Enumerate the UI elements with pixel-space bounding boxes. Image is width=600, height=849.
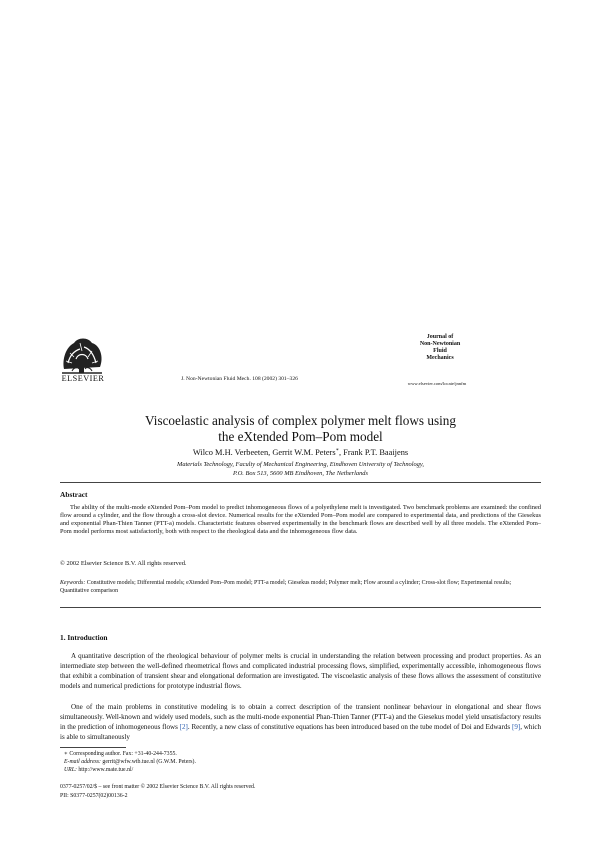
- journal-mark-line: Non-Newtonian: [419, 341, 461, 347]
- citation-link[interactable]: [2]: [179, 723, 188, 732]
- authors-rest: , Frank P.T. Baaijens: [339, 447, 409, 457]
- footnote-rule: [60, 747, 126, 748]
- publisher-name: ELSEVIER: [61, 374, 105, 383]
- journal-url[interactable]: www.elsevier.com/locate/jnnfm: [407, 381, 467, 386]
- authors-first: Wilco M.H. Verbeeten, Gerrit W.M. Peters: [192, 447, 336, 457]
- abstract-body: The ability of the multi-mode eXtended Pom–Pom model to predict inhomogeneous flows of a polyethylene melt is investigated. Two benchmark problems are examined: the confined flow around a cylinder, and the flow through a cross-slot device. Numerical results for the eXtended Pom–Pom model are compared to experimental data, and predictions of the Giesekus and exponential Phan-Thien Tanner (PTT-a) models. Characteristic features observed experimentally in the benchmark flows are described well by all three models. The eXtended Pom–Pom model performs most satisfactorily, both with respect to the rheological data and the inhomogeneous flow data.: [60, 504, 541, 536]
- pii-line: PII: S0377-0257(02)00136-2: [60, 793, 128, 799]
- corresponding-author-mark[interactable]: ∗: [335, 448, 339, 453]
- url-label: URL:: [64, 767, 77, 773]
- journal-mark-line: Fluid: [433, 348, 447, 354]
- abstract-top-rule: [60, 482, 541, 483]
- footnote-url: [64, 766, 545, 774]
- keywords: [60, 579, 541, 595]
- abstract-heading: Abstract: [60, 490, 88, 499]
- copyright-notice: © 2002 Elsevier Science B.V. All rights reserved.: [60, 560, 187, 567]
- author-list: [60, 447, 541, 457]
- footnote-email: [64, 758, 545, 766]
- issn-line: 0377-0257/02/$ – see front matter © 2002 Elsevier Science B.V. All rights reserved.: [60, 784, 256, 790]
- section-heading-introduction: 1. Introduction: [60, 633, 108, 642]
- url-link[interactable]: http://www.mate.tue.nl/: [76, 767, 134, 773]
- footnote-corresponding-author: ∗ Corresponding author. Fax: +31-40-244-7355.: [64, 751, 177, 757]
- abstract-bottom-rule: [60, 607, 541, 608]
- journal-logo-mark: [418, 334, 462, 362]
- journal-mark-line: Mechanics: [426, 355, 454, 361]
- para-2-text: One of the main problems in constitutive modeling is to obtain a correct description of the transient nonlinear behaviour in elongational and shear flows simultaneously. Well-known and widely used models, such as the multi-mode exponential Phan-Thien Tanner (PTT-a) and the Giesekus model yield unsatisfactory results in the prediction of inhomogeneous flows: [60, 703, 541, 732]
- journal-mark-line: Journal of: [426, 334, 454, 340]
- keywords-label: Keywords:: [60, 580, 86, 586]
- journal-citation: J. Non-Newtonian Fluid Mech. 108 (2002) 301–326: [181, 376, 298, 382]
- para-2-text: , which is able to simultaneously: [60, 723, 541, 742]
- intro-paragraph-1: A quantitative description of the rheological behaviour of polymer melts is crucial in understanding the relation between processing and product properties. As an intermediate step between the well-defined rheometrical flows and complicated industrial processing flows, simplified, experimentally accessible, inhomogeneous flows that exhibit a combination of transient shear and elongational deformation are investigated. The viscoelastic analysis of these flows allows the assessment of constitutive models and numerical predictions for prototype industrial flows.: [60, 652, 541, 691]
- email-label: E-mail address:: [64, 759, 101, 765]
- keywords-list: Constitutive models; Differential models; eXtended Pom–Pom model; PTT-a model; Giesekus model; Polymer melt; Flow around a cylinder; Cross-slot flow; Experimental results; Quantitative comparison: [60, 580, 512, 594]
- affiliation-line: Materials Technology, Faculty of Mechanical Engineering, Eindhoven University of Technology,: [177, 461, 424, 468]
- intro-paragraph-2: [60, 702, 541, 742]
- citation-link[interactable]: [9]: [511, 723, 521, 732]
- para-2-text: . Recently, a new class of constitutive equations has been introduced based on the tube model of Doi and Edwards: [187, 723, 512, 732]
- title-line: the eXtended Pom–Pom model: [218, 428, 383, 444]
- title-line: Viscoelastic analysis of complex polymer melt flows using: [145, 413, 456, 428]
- affiliation: [60, 461, 541, 478]
- article-title: [60, 413, 541, 444]
- email-address[interactable]: gerrit@wfw.wtb.tue.nl (G.W.M. Peters).: [100, 759, 196, 765]
- affiliation-line: P.O. Box 513, 5600 MB Eindhoven, The Netherlands: [233, 469, 368, 477]
